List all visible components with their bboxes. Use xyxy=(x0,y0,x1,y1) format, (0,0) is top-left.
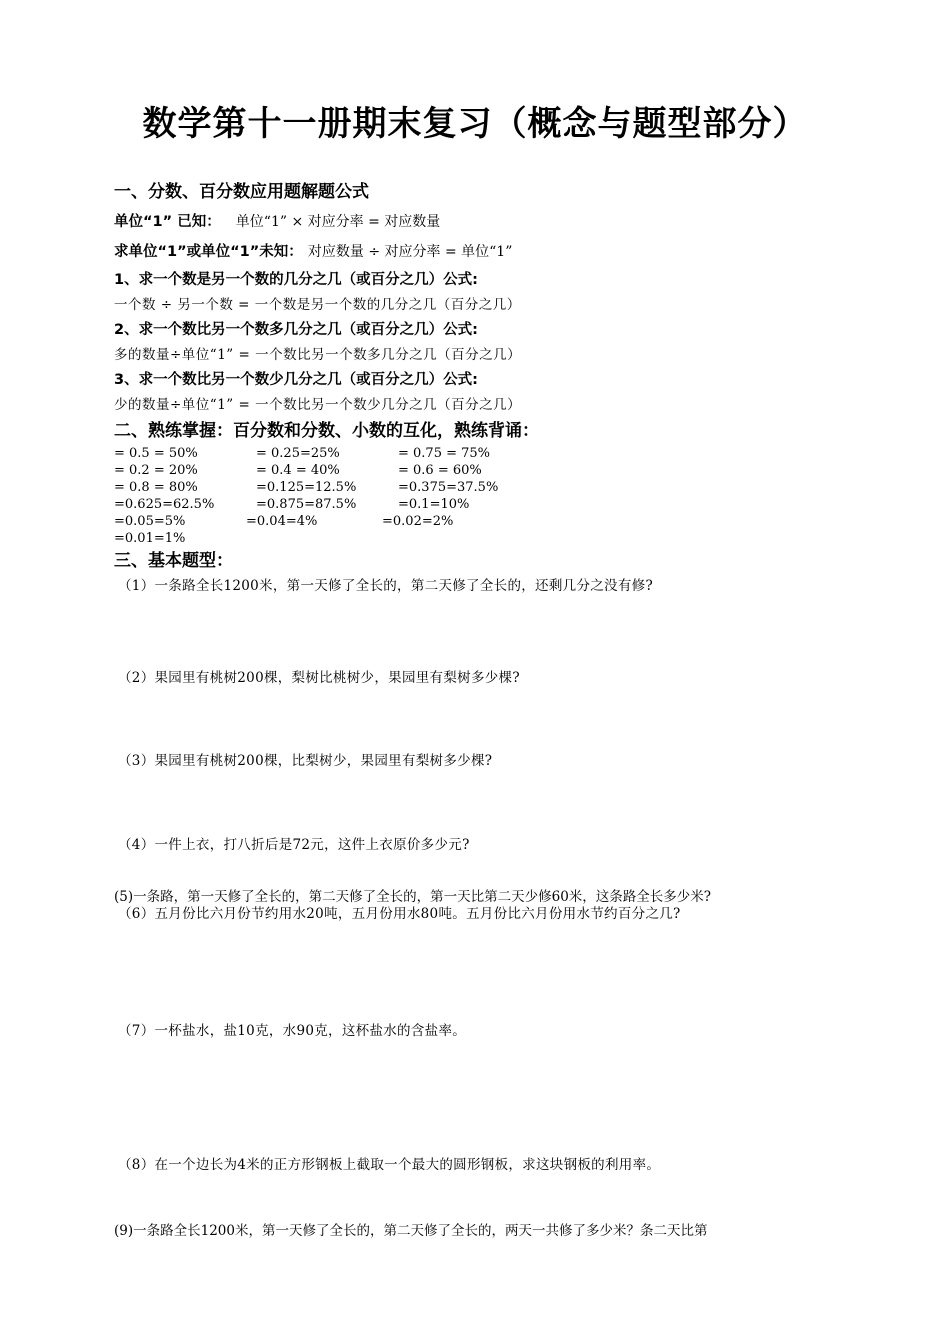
unknown-unit-row xyxy=(114,241,512,262)
conversion-item: =0.625=62.5% xyxy=(114,497,215,512)
question-item: （6）五月份比六月份节约用水20吨，五月份用水80吨。五月份比六月份用水节约百分之几? xyxy=(118,906,681,922)
question-item: （2）果园里有桃树200棵，梨树比桃树少，果园里有梨树多少棵? xyxy=(118,670,520,686)
question-item: （7）一杯盐水，盐10克，水90克，这杯盐水的含盐率。 xyxy=(118,1023,467,1039)
conversion-item: = 0.5 = 50% xyxy=(114,446,198,461)
conversion-item: = 0.8 = 80% xyxy=(114,480,198,495)
question-item: (9)一条路全长1200米，第一天修了全长的，第二天修了全长的，两天一共修了多少米？条二天比第 xyxy=(114,1223,708,1239)
conversion-item: =0.1=10% xyxy=(398,497,470,512)
formula3-title: 3、求一个数比另一个数少几分之几（或百分之几）公式: xyxy=(114,372,478,388)
conversion-item: =0.125=12.5% xyxy=(256,480,357,495)
question-item: （8）在一个边长为4米的正方形钢板上截取一个最大的圆形钢板，求这块钢板的利用率。 xyxy=(118,1157,661,1173)
question-item: （1）一条路全长1200米，第一天修了全长的，第二天修了全长的，还剩几分之没有修? xyxy=(118,578,653,594)
known-unit-row xyxy=(114,211,440,232)
conversion-item: =0.375=37.5% xyxy=(398,480,499,495)
formula2-text: 多的数量÷单位“1” = 一个数比另一个数多几分之几（百分之几） xyxy=(114,347,522,363)
page-title: 数学第十一册期末复习（概念与题型部分） xyxy=(142,104,808,144)
formula1-text: 一个数 ÷ 另一个数 = 一个数是另一个数的几分之几（百分之几） xyxy=(114,297,521,313)
conversion-item: = 0.2 = 20% xyxy=(114,463,198,478)
conversion-item: = 0.4 = 40% xyxy=(256,463,340,478)
conversion-item: =0.04=4% xyxy=(246,514,318,529)
conversion-item: =0.01=1% xyxy=(114,531,186,546)
unknown-unit-formula: 对应数量 ÷ 对应分率 = 单位“1” xyxy=(307,244,513,260)
section3-heading: 三、基本题型： xyxy=(114,551,233,571)
known-unit-label: 单位“1” 已知： xyxy=(114,214,221,230)
known-unit-formula: 单位“1” × 对应分率 = 对应数量 xyxy=(235,214,441,230)
section2-heading: 二、熟练掌握：百分数和分数、小数的互化，熟练背诵： xyxy=(114,421,539,441)
conversion-item: =0.875=87.5% xyxy=(256,497,357,512)
unknown-unit-label: 求单位“1”或单位“1”未知： xyxy=(114,244,303,260)
formula3-text: 少的数量÷单位“1” = 一个数比另一个数少几分之几（百分之几） xyxy=(114,397,522,413)
conversion-item: = 0.25=25% xyxy=(256,446,340,461)
conversion-item: =0.02=2% xyxy=(382,514,454,529)
formula2-title: 2、求一个数比另一个数多几分之几（或百分之几）公式: xyxy=(114,322,478,338)
question-item: （3）果园里有桃树200棵，比梨树少，果园里有梨树多少棵? xyxy=(118,753,493,769)
formula1-title: 1、求一个数是另一个数的几分之几（或百分之几）公式: xyxy=(114,272,478,288)
conversion-item: =0.05=5% xyxy=(114,514,186,529)
section1-heading: 一、分数、百分数应用题解题公式 xyxy=(114,182,369,202)
conversion-item: = 0.6 = 60% xyxy=(398,463,482,478)
question-item: （4）一件上衣，打八折后是72元，这件上衣原价多少元? xyxy=(118,837,470,853)
conversion-item: = 0.75 = 75% xyxy=(398,446,491,461)
question-item: (5)一条路，第一天修了全长的，第二天修了全长的，第一天比第二天少修60米，这条路全长多少米? xyxy=(114,889,712,905)
